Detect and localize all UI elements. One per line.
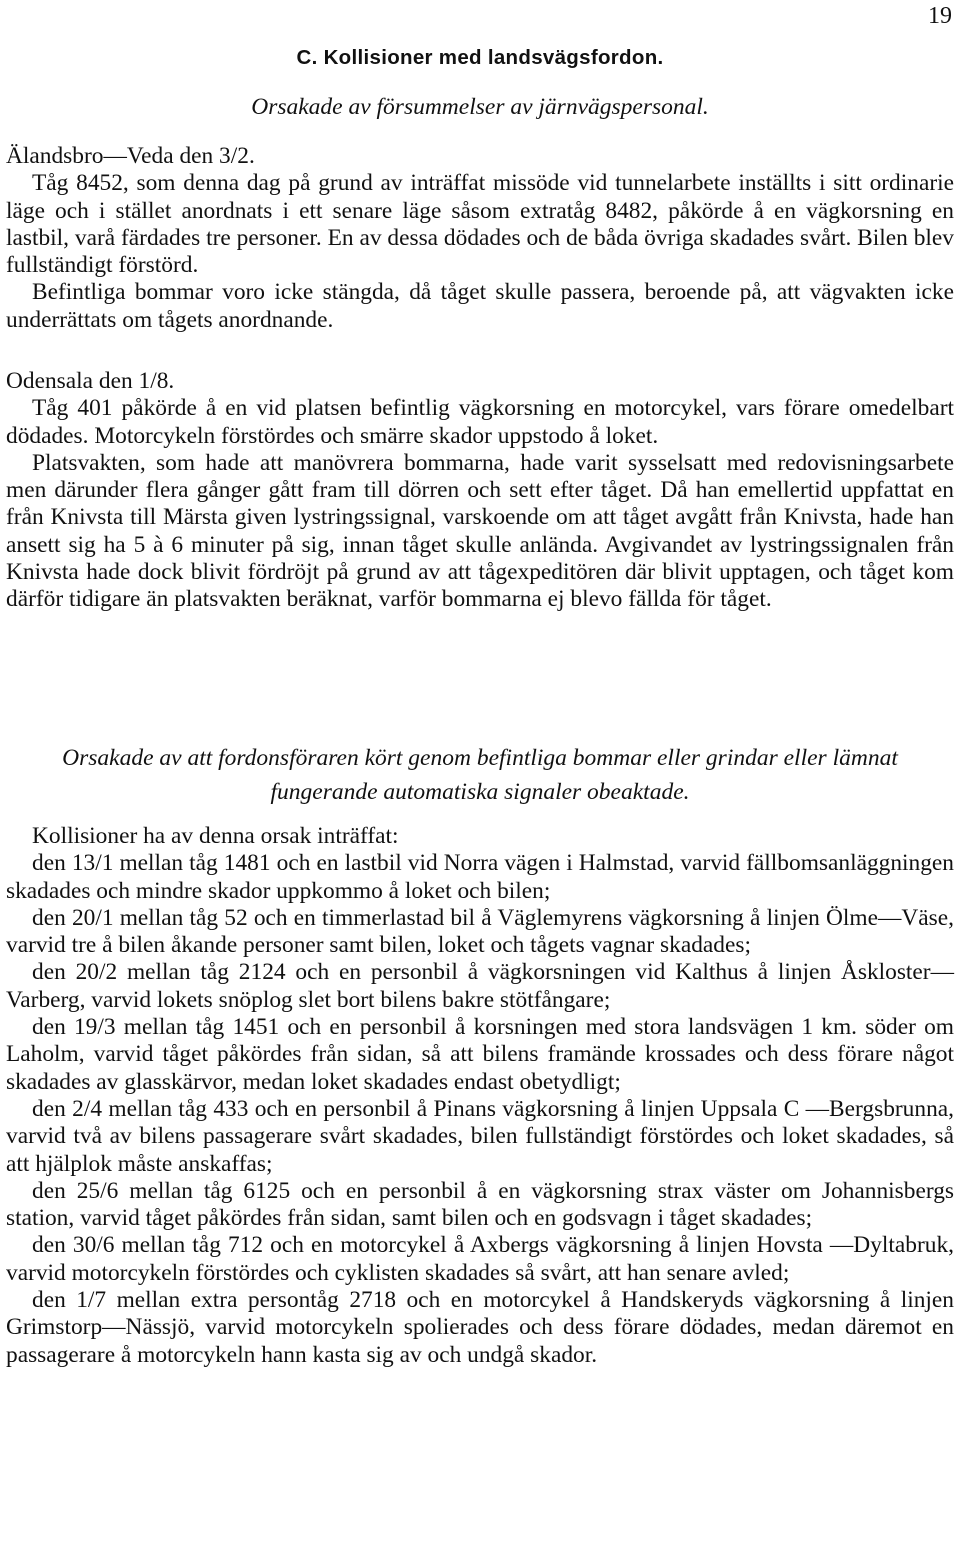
incident-title: Älandsbro—Veda den 3/2. [6, 143, 255, 169]
incident-paragraph: Tåg 8452, som denna dag på grund av inträffat missöde vid tunnelarbete inställts i sitt ordinarie läge och i stället anordnats i ett senare läge såsom extratåg 8482, påkörde å en vägkorsning en lastbil, varå färdades tre personer. En av dessa dödades och de båda övriga skadades svårt. Bilen blev fullständigt förstörd. [6, 170, 954, 279]
incident-paragraph: Befintliga bommar voro icke stängda, då tåget skulle passera, beroende på, att vägvakten icke underrättats om tågets anordnande. [6, 279, 954, 333]
list-item: den 25/6 mellan tåg 6125 och en personbil å en vägkorsning strax väster om Johannisbergs station, varvid tåget påkördes från sidan, samt bilen och en godsvagn i tåget skadades; [6, 1177, 954, 1232]
list-intro: Kollisioner ha av denna orsak inträffat: [32, 823, 399, 849]
category-heading [0, 741, 960, 809]
list-item: den 2/4 mellan tåg 433 och en personbil å Pinans vägkorsning å linjen Uppsala C —Bergsbrunna, varvid två av bilens passagerare svårt skadades, bilen fullständigt förstördes och loket skadades, så att hjälplok måste anskaffas; [6, 1095, 954, 1177]
sub-heading: Orsakade av försummelser av järnvägspersonal. [251, 94, 709, 120]
page-number: 19 [928, 3, 952, 29]
category-heading-line: fungerande automatiska signaler obeaktade. [270, 779, 690, 805]
list-item: den 13/1 mellan tåg 1481 och en lastbil vid Norra vägen i Halmstad, varvid fällbomsanläggningen skadades och mindre skador uppkommo å loket och bilen; [6, 850, 954, 904]
incident-paragraph: Tåg 401 påkörde å en vid platsen befintlig vägkorsning en motorcykel, vars förare omedelbart dödades. Motorcykeln förstördes och smärre skador uppstodo å loket. [6, 395, 954, 449]
incident-odensala [6, 368, 954, 614]
list-item: den 20/1 mellan tåg 52 och en timmerlastad bil å Väglemyrens vägkorsning å linjen Ölme—Väse, varvid tre å bilen åkande personer samt bilen, loket och tågets vagnar skadades; [6, 904, 954, 959]
list-item: den 19/3 mellan tåg 1451 och en personbil å korsningen med stora landsvägen 1 km. söder om Laholm, varvid tåget påkördes från sidan, så att bilens framände krossades och dess förare något skadades av glasskärvor, medan loket skadades endast obetydligt; [6, 1014, 954, 1095]
list-item: den 30/6 mellan tåg 712 och en motorcykel å Axbergs vägkorsning å linjen Hovsta —Dyltabruk, varvid motorcykeln förstördes och cyklisten skadades så svårt, att han senare avled; [6, 1232, 954, 1286]
category-heading-line: Orsakade av att fordonsföraren kört genom befintliga bommar eller grindar eller lämnat [62, 745, 898, 771]
incident-paragraph: Platsvakten, som hade att manövrera bommarna, hade varit sysselsatt med redovisningsarbete men därunder flera gånger gått fram till dörren och sett efter tåget. Då han emellertid uppfattat en från Knivsta till Märsta given lystringssignal, varskoende om att tåget avgått från Knivsta, hade han ansett sig ha 5 à 6 minuter på sig, innan tåget skulle anlända. Avgivandet av lystringssignalen från Knivsta hade dock blivit fördröjt på grund av att tågexpeditören där blivit upptagen, och tåget kom därför tidigare än platsvakten beräknat, varför bommarna ej blevo fällda för tåget. [6, 449, 954, 613]
collision-list [6, 823, 954, 1369]
incident-alandsbro [6, 143, 954, 334]
section-heading: C. Kollisioner med landsvägsfordon. [296, 46, 664, 69]
incident-title: Odensala den 1/8. [6, 368, 175, 394]
list-item: den 20/2 mellan tåg 2124 och en personbil å vägkorsningen vid Kalthus å linjen Åskloster—Varberg, varvid lokets snöplog slet bort bilens bakre stötfångare; [6, 959, 954, 1013]
list-item: den 1/7 mellan extra persontåg 2718 och en motorcykel å Handskeryds vägkorsning å linjen Grimstorp—Nässjö, varvid motorcykeln spolierades och dess förare dödades, medan däremot en passagerare å motorcykeln hann kasta sig av och undgå skador. [6, 1287, 954, 1368]
